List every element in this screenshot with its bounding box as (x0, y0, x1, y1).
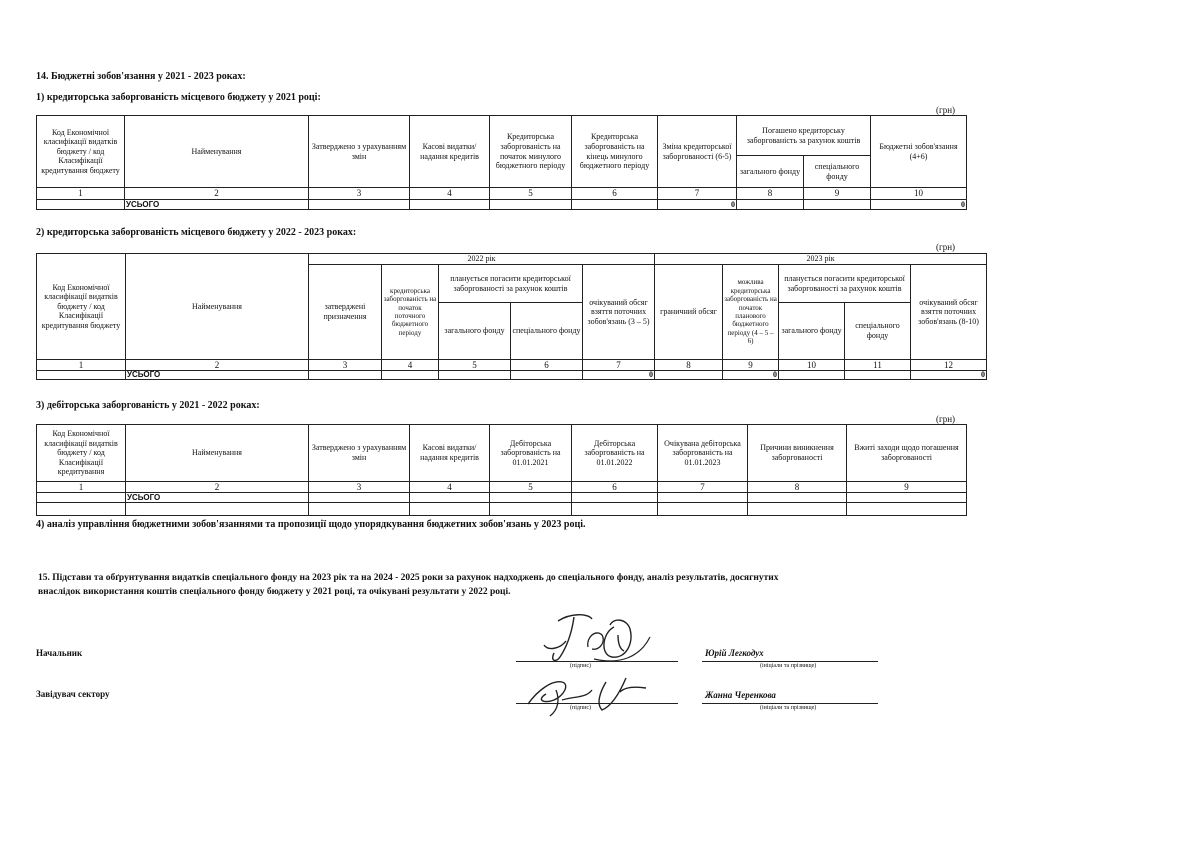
t2-col-num: 6 (511, 360, 583, 371)
t2-col-num: 8 (655, 360, 723, 371)
t3-head-reasons: Причини виникнення заборгованості (748, 425, 847, 482)
t2-head-possible-cred: можлива кредиторська заборгованість на початок планового бюджетного періоду (4 – 5 – 6) (723, 265, 779, 360)
t3-col-num: 4 (410, 482, 490, 493)
t2-col-num: 10 (779, 360, 845, 371)
t1-col-num: 6 (572, 188, 658, 200)
section-15-line1: 15. Підстави та обґрунтування видатків спеціального фонду на 2023 рік та на 2024 - 2025 роки за рахунок надходжень до спеціального фонду, аналіз результатів, досягнутих (38, 573, 779, 583)
signature-caption-head: (підпис) (570, 663, 592, 669)
t2-head-repay-2022: планується погасити кредиторської заборгованості за рахунок коштів (439, 265, 583, 303)
t1-col-num: 7 (658, 188, 737, 200)
t2-head-2023: 2023 рік (655, 254, 987, 265)
t3-col-num: 5 (490, 482, 572, 493)
signer-role-sector: Завідувач сектору (36, 689, 110, 699)
table2-caption: 2) кредиторська заборгованість місцевого бюджету у 2022 - 2023 роках: (36, 227, 357, 238)
table1-credit-2021 (36, 115, 967, 210)
t3-col-num: 8 (748, 482, 847, 493)
t2-head-special-2023: спеціального фонду (845, 303, 911, 360)
t3-total-label: УСЬОГО (126, 493, 309, 503)
item-4-analysis: 4) аналіз управління бюджетними зобов'язаннями та пропозиції щодо упорядкування бюджетних зобов'язань у 2023 році. (36, 519, 586, 530)
t2-total-2022: 0 (583, 371, 655, 380)
t1-head-special: спеціального фонду (804, 156, 871, 188)
t1-total-label: УСЬОГО (125, 200, 309, 210)
signature-caption-sector: (підпис) (570, 705, 592, 711)
t1-col-num: 3 (309, 188, 410, 200)
t1-col-num: 10 (871, 188, 967, 200)
name-caption-sector: (ініціали та прізвище) (760, 705, 817, 711)
t3-head-deb-2022: Дебіторська заборгованість на 01.01.2022 (572, 425, 658, 482)
t1-head-obligations: Бюджетні зобов'язання (4+6) (871, 116, 967, 188)
t3-column-numbers (37, 482, 967, 493)
table1-unit: (грн) (936, 105, 956, 115)
name-line-sector (702, 703, 878, 704)
t2-total-row (37, 371, 987, 380)
name-line-head (702, 661, 878, 662)
t1-head-approved: Затверджено з урахуванням змін (309, 116, 410, 188)
t2-total-label: УСЬОГО (126, 371, 309, 380)
table2-credit-2022-2023 (36, 253, 987, 380)
t2-head-general-2022: загального фонду (439, 303, 511, 360)
t2-head-code: Код Економічної класифікації видатків бюджету / код Класифікації кредитування бюджету (37, 254, 126, 360)
t1-total-row (37, 200, 967, 210)
t2-column-numbers (37, 360, 987, 371)
t1-total-change: 0 (658, 200, 737, 210)
handwritten-signature-head (530, 607, 660, 669)
t1-head-general: загального фонду (737, 156, 804, 188)
t2-total-2023-expected: 0 (911, 371, 987, 380)
t1-head-change: Зміна кредиторської заборгованості (6-5) (658, 116, 737, 188)
t2-head-approved: затверджені призначення (309, 265, 382, 360)
name-caption-head: (ініціали та прізвище) (760, 663, 817, 669)
t3-head-name: Найменування (126, 425, 309, 482)
t3-head-deb-2021: Дебіторська заборгованість на 01.01.2021 (490, 425, 572, 482)
t3-head-code: Код Економічної класифікації видатків бюджету / код Класифікації кредитування (37, 425, 126, 482)
t2-col-num: 7 (583, 360, 655, 371)
t1-col-num: 4 (410, 188, 490, 200)
t2-head-2022: 2022 рік (309, 254, 655, 265)
table2-unit: (грн) (936, 242, 956, 252)
signer-role-head: Начальник (36, 648, 83, 658)
t1-col-num: 9 (804, 188, 871, 200)
t2-head-expected-2022: очікуваний обсяг взяття поточних зобов'язань (3 – 5) (583, 265, 655, 360)
t1-column-numbers (37, 188, 967, 200)
t2-col-num: 3 (309, 360, 382, 371)
t3-col-num: 3 (309, 482, 410, 493)
t2-col-num: 11 (845, 360, 911, 371)
t3-head-cash: Касові видатки/ надання кредитів (410, 425, 490, 482)
t1-total-obligations: 0 (871, 200, 967, 210)
t3-col-num: 1 (37, 482, 126, 493)
t2-col-num: 5 (439, 360, 511, 371)
t2-head-cred-start: кредиторська заборгованість на початок поточного бюджетного періоду (382, 265, 439, 360)
t2-head-special-2022: спеціального фонду (511, 303, 583, 360)
table3-caption: 3) дебіторська заборгованість у 2021 - 2022 роках: (36, 400, 260, 411)
t3-head-measures: Вжиті заходи щодо погашення заборгованості (847, 425, 967, 482)
signer-name-sector: Жанна Черенкова (705, 690, 776, 700)
t3-col-num: 2 (126, 482, 309, 493)
section-14-title: 14. Бюджетні зобов'язання у 2021 - 2023 роках: (36, 71, 246, 82)
section-15-text (38, 571, 918, 599)
t3-col-num: 7 (658, 482, 748, 493)
section-15-line2: внаслідок використання коштів спеціального фонду бюджету у 2021 році, та очікувані результати у 2022 році. (38, 587, 511, 597)
t2-total-2023-possible: 0 (723, 371, 779, 380)
t1-head-paid: Погашено кредиторську заборгованість за рахунок коштів (737, 116, 871, 156)
t1-head-name: Найменування (125, 116, 309, 188)
t3-col-num: 6 (572, 482, 658, 493)
t2-head-general-2023: загального фонду (779, 303, 845, 360)
t2-head-repay-2023: планується погасити кредиторської заборгованості за рахунок коштів (779, 265, 911, 303)
t3-empty-row (37, 503, 967, 516)
t2-head-limit: граничний обсяг (655, 265, 723, 360)
handwritten-signature-sector (516, 670, 666, 720)
t1-head-cred-end: Кредиторська заборгованість на кінець минулого бюджетного періоду (572, 116, 658, 188)
t3-head-deb-2023: Очікувана дебіторська заборгованість на 01.01.2023 (658, 425, 748, 482)
t1-head-cred-start: Кредиторська заборгованість на початок минулого бюджетного періоду (490, 116, 572, 188)
t2-col-num: 4 (382, 360, 439, 371)
t3-head-approved: Затверджено з урахуванням змін (309, 425, 410, 482)
t2-col-num: 9 (723, 360, 779, 371)
t1-col-num: 1 (37, 188, 125, 200)
table3-debit-2021-2022 (36, 424, 967, 516)
table3-unit: (грн) (936, 414, 956, 424)
signer-name-head: Юрій Легкодух (705, 648, 764, 658)
t1-head-code: Код Економічної класифікації видатків бюджету / код Класифікації кредитування бюджету (37, 116, 125, 188)
t2-col-num: 2 (126, 360, 309, 371)
table1-caption: 1) кредиторська заборгованість місцевого бюджету у 2021 році: (36, 92, 321, 103)
t2-head-name: Найменування (126, 254, 309, 360)
t1-col-num: 5 (490, 188, 572, 200)
t1-head-cash: Касові видатки/ надання кредитів (410, 116, 490, 188)
t1-col-num: 8 (737, 188, 804, 200)
t3-col-num: 9 (847, 482, 967, 493)
t3-total-row (37, 493, 967, 503)
t1-col-num: 2 (125, 188, 309, 200)
t2-head-expected-2023: очікуваний обсяг взяття поточних зобов'язань (8-10) (911, 265, 987, 360)
t2-col-num: 1 (37, 360, 126, 371)
t2-col-num: 12 (911, 360, 987, 371)
